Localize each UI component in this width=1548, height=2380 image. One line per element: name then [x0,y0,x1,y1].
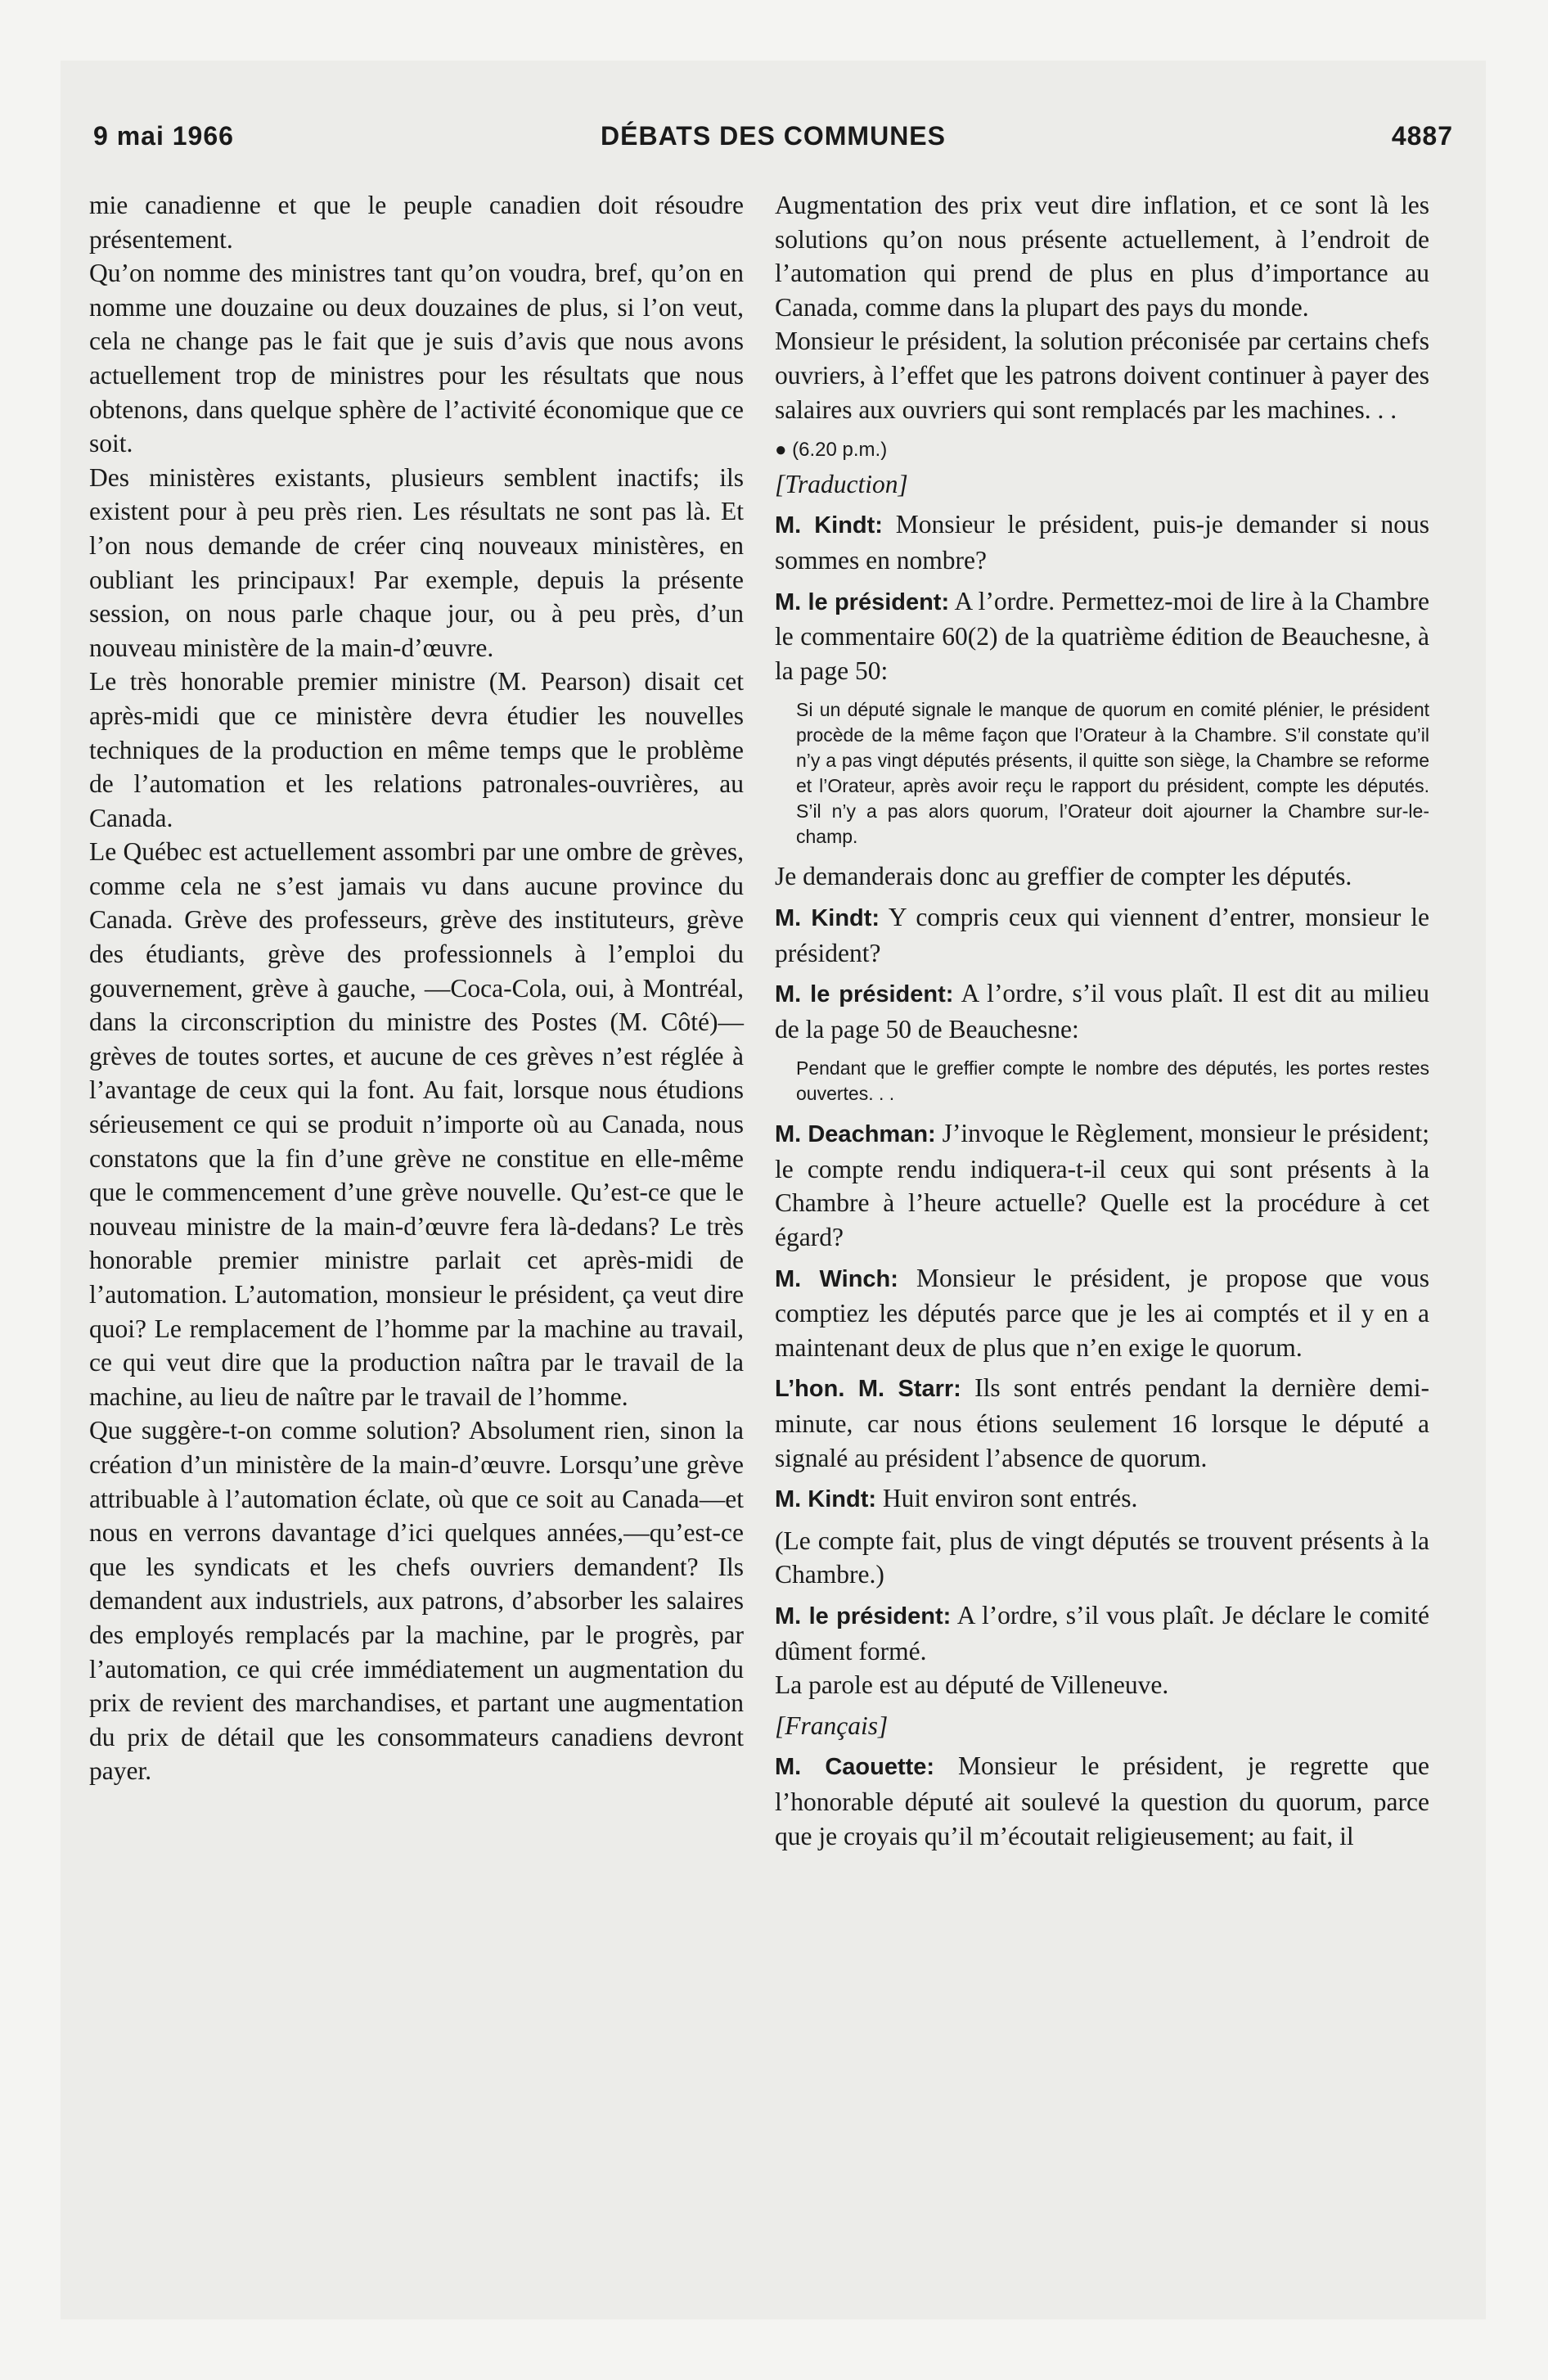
page-header [93,121,1453,157]
speech [775,1116,1429,1254]
speaker-name: M. Deachman: [775,1121,936,1148]
language-marker: [Français] [775,1711,889,1740]
speech-text: Y compris ceux qui viennent d’entrer, monsieur le président? [775,902,1429,967]
header-title: DÉBATS DES COMMUNES [601,121,946,151]
paragraph: La parole est au député de Villeneuve. [775,1670,1169,1700]
speech-text: Monsieur le président, puis-je demander si nous sommes en nombre? [775,510,1430,575]
paragraph: Je demanderais donc au greffier de compter les députés. [775,862,1352,891]
header-date: 9 mai 1966 [93,121,234,151]
paragraph: mie canadienne et que le peuple canadien doit résoudre présentement. [89,191,744,254]
time-marker: ● (6.20 p.m.) [775,439,888,462]
speech [775,976,1429,1046]
paragraph: Monsieur le président, la solution préconisée par certains chefs ouvriers, à l’effet que les patrons doivent continuer à payer des salaires aux ouvriers qui sont remplacés par les machines. . . [775,327,1429,424]
quoted-rule: Si un député signale le manque de quorum en comité plénier, le président procède de la même façon que l’Orateur à la Chambre. S’il constate qu’il n’y a pas vingt députés présents, il quitte son siège, la Chambre se reforme et l’Orateur, après avoir reçu le rapport du président, compte les députés. S’il n’y a pas alors quorum, l’Orateur doit ajourner la Chambre sur-le-champ. [796,699,1429,848]
speech-text: Huit environ sont entrés. [876,1484,1138,1513]
speech-text: J’invoque le Règlement, monsieur le président; le compte rendu indiquera-t-il ceux qui sont présents à la Chambre à l’heure actuelle? Quelle est la procédure à cet égard? [775,1119,1429,1252]
speech-text: A l’ordre, s’il vous plaît. Il est dit au milieu de la page 50 de Beauchesne: [775,979,1429,1044]
paragraph: Que suggère-t-on comme solution? Absolument rien, sinon la création d’un ministère de la main-d’œuvre. Lorsqu’une grève attribuable à l’automation éclate, où que ce soit au Canada—et nous en verrons davantage d’ici quelques années,—qu’est-ce que les syndicats et les chefs ouvriers demandent? Ils demandent aux industriels, aux patrons, d’absorber les salaires des employés remplacés par la machine, par le progrès, par l’automation, ce qui crée immédiatement un augmentation du prix de revient des marchandises, et partant une augmentation du prix de détail que les consommateurs canadiens devront payer. [89,1416,744,1786]
speech [775,1749,1429,1853]
paragraph: Des ministères existants, plusieurs semblent inactifs; ils existent pour à peu près rien. Les résultats ne sont pas là. Et l’on nous demande de créer cinq nouveaux ministères, en oubliant les principaux! Par exemple, depuis la présente session, on nous parle chaque jour, ou à peu près, d’un nouveau ministère de la main-d’œuvre. [89,462,744,662]
speech [775,1371,1429,1475]
header-page-number: 4887 [1391,121,1453,151]
speech-text: A l’ordre, s’il vous plaît. Je déclare le comité dûment formé. [775,1601,1430,1666]
speaker-name: M. Caouette: [775,1754,935,1781]
speaker-name: L’hon. M. Starr: [775,1376,961,1403]
speech [775,1598,1429,1668]
speech [775,900,1429,970]
language-marker: [Traduction] [775,469,908,498]
paragraph: Le très honorable premier ministre (M. Pearson) disait cet après-midi que ce ministère devra étudier les nouvelles techniques de la production en même temps que le problème de l’automation et les relations patronales-ouvrières, au Canada. [89,667,744,832]
speaker-name: M. Winch: [775,1265,898,1292]
speaker-name: M. Kindt: [775,1486,877,1513]
speaker-name: M. le président: [775,588,950,615]
speech [775,1481,1429,1517]
speech [775,584,1429,688]
paragraph: Augmentation des prix veut dire inflation, et ce sont là les solutions qu’on nous présente actuellement, à l’endroit de l’automation qui prend de plus en plus d’importance au Canada, comme dans la plupart des pays du monde. [775,191,1429,322]
speaker-name: M. le président: [775,981,954,1008]
left-column [89,188,744,1788]
speaker-name: M. Kindt: [775,512,883,539]
paragraph: Le Québec est actuellement assombri par une ombre de grèves, comme cela ne s’est jamais vu dans aucune province du Canada. Grève des professeurs, grève des instituteurs, grève des étudiants, grève des professionnels à l’emploi du gouvernement, grève à gauche, —Coca-Cola, oui, à Montréal, dans la circonscription du ministre des Postes (M. Côté)— grèves de toutes sortes, et aucune de ces grèves n’est réglée à l’avantage de ceux qui la font. Au fait, lorsque nous étudions sérieusement ce qui se produit n’importe où au Canada, nous constatons que la fin d’une grève ne constitue en elle-même que le commencement d’une grève nouvelle. Qu’est-ce que le nouveau ministre de la main-d’œuvre fera là-dedans? Le très honorable premier ministre parlait cet après-midi de l’automation. L’automation, monsieur le président, ça veut dire quoi? Le remplacement de l’homme par la machine au travail, ce qui veut dire que la production naîtra par le travail de la machine, au lieu de naître par le travail de l’homme. [89,837,744,1411]
speech-text: Ils sont entrés pendant la dernière demi-minute, car nous étions seulement 16 lorsque le député a signalé au président l’absence de quorum. [775,1373,1429,1472]
speaker-name: M. Kindt: [775,904,880,931]
document-page [61,61,1486,2319]
paragraph: Qu’on nomme des ministres tant qu’on voudra, bref, qu’on en nomme une douzaine ou deux douzaines de plus, si l’on veut, cela ne change pas le fait que je suis d’avis que nous avons actuellement trop de ministres pour les résultats que nous obtenons, dans quelque sphère de l’activité économique que ce soit. [89,259,744,458]
speech [775,1261,1429,1365]
right-column [775,188,1429,1853]
paragraph: (Le compte fait, plus de vingt députés se trouvent présents à la Chambre.) [775,1526,1429,1589]
speech-text: Monsieur le président, je propose que vous comptiez les députés parce que je les ai comptés et il y en a maintenant deux de plus que n’en exige le quorum. [775,1263,1429,1362]
speech [775,507,1429,577]
speaker-name: M. le président: [775,1603,952,1629]
quoted-rule: Pendant que le greffier compte le nombre des députés, les portes restes ouvertes. . . [796,1057,1429,1105]
speech-text: Monsieur le président, je regrette que l’honorable député ait soulevé la question du quorum, parce que je croyais qu’il m’écoutait religieusement; au fait, il [775,1751,1429,1850]
speech-text: A l’ordre. Permettez-moi de lire à la Chambre le commentaire 60(2) de la quatrième édition de Beauchesne, à la page 50: [775,586,1429,685]
